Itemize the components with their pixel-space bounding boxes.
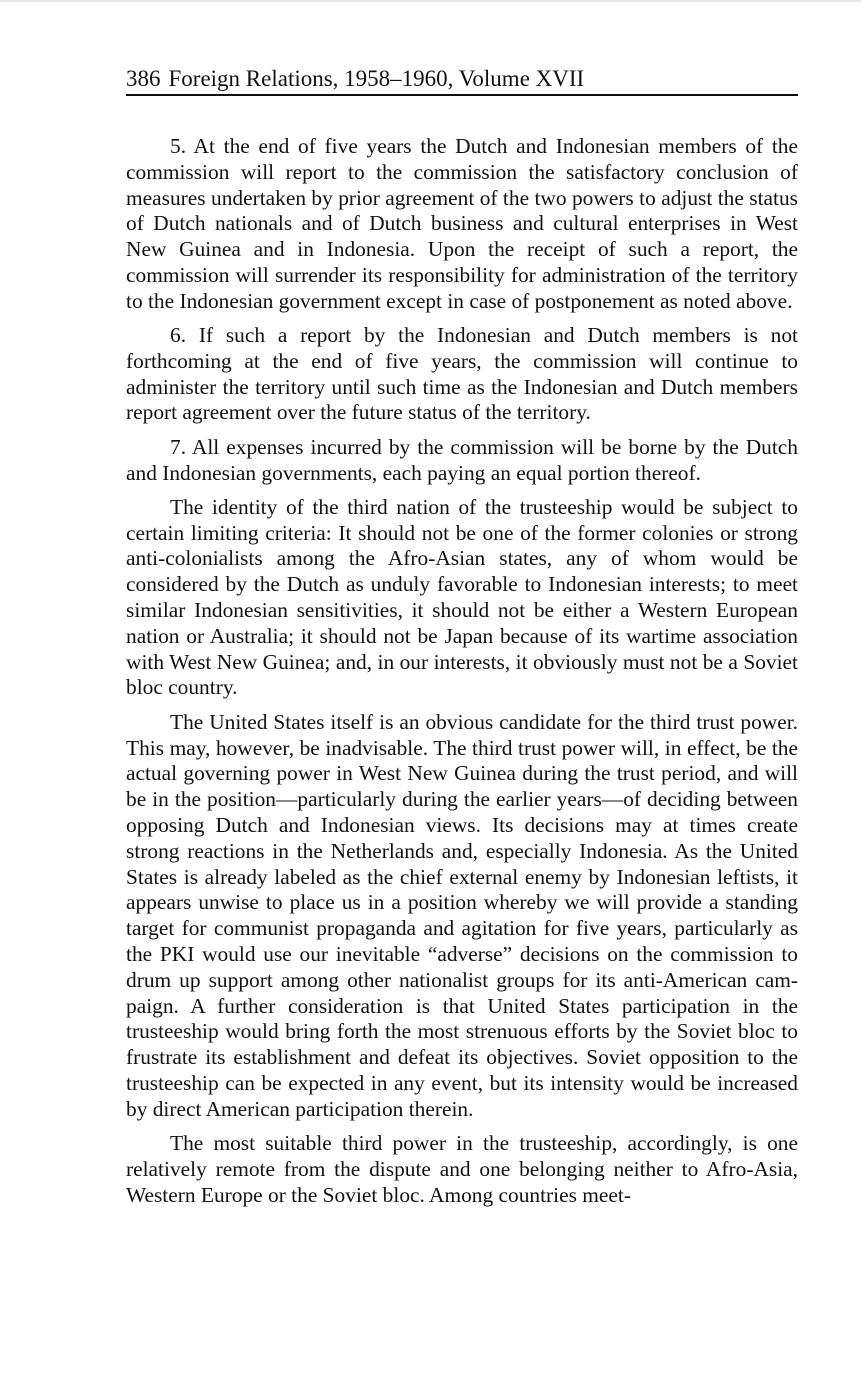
paragraph-item-5: 5. At the end of five years the Dutch and Indonesian members of the commission will report to the commission the satisfactory conclusion of measures undertaken by prior agreement of the two powers to adjust the status of Dutch nationals and of Dutch business and cultural enterprises in West New Guinea and in Indonesia. Upon the receipt of such a report, the commission will surrender its responsibility for administration of the territory to the Indonesian government except in case of postponement as noted above. [126,134,798,313]
body-text [126,134,798,1217]
page-top-edge [0,0,861,2]
page-number: 386 [126,66,161,91]
header-title: Foreign Relations, 1958–1960, Volume XVII [168,66,585,91]
paragraph-third-nation-criteria: The identity of the third nation of the trusteeship would be subject to certain limiting criteria: It should not be one of the former colonies or strong anti-colonialists among the Afro-Asian states, any of whom would be considered by the Dutch as unduly favorable to Indonesian interests; to meet similar Indonesian sensitivities, it should not be either a Western European nation or Australia; it should not be Japan because of its wartime association with West New Guinea; and, in our interests, it obviously must not be a Soviet bloc country. [126,494,798,700]
paragraph-suitable-third-power: The most suitable third power in the trusteeship, accordingly, is one relatively remote from the dispute and one belonging neither to Afro-Asia, Western Europe or the Soviet bloc. Among countries meet- [126,1130,798,1207]
paragraph-united-states-candidate: The United States itself is an obvious candidate for the third trust power. This may, however, be inadvisable. The third trust power will, in effect, be the actual governing power in West New Guinea during the trust period, and will be in the position—particularly during the earlier years—of deciding between opposing Dutch and Indonesian views. Its decisions may at times create strong reactions in the Netherlands and, especially Indonesia. As the United States is already labeled as the chief external enemy by Indonesian leftists, it appears unwise to place us in a position whereby we will provide a standing target for communist propaganda and agitation for five years, particularly as the PKI would use our inevitable “adverse” decisions on the commission to drum up support among other nationalist groups for its anti-American campaign. A further consideration is that United States participation in the trusteeship would bring forth the most strenuous efforts by the Soviet bloc to frustrate its establishment and defeat its objectives. Soviet opposition to the trusteeship can be expected in any event, but its intensity would be increased by direct American participation therein. [126,709,798,1121]
paragraph-item-7: 7. All expenses incurred by the commission will be borne by the Dutch and Indonesian governments, each paying an equal portion thereof. [126,434,798,485]
running-header [126,64,798,96]
paragraph-item-6: 6. If such a report by the Indonesian and Dutch members is not forthcoming at the end of five years, the commission will continue to administer the territory until such time as the Indonesian and Dutch members report agreement over the future status of the territory. [126,323,798,425]
